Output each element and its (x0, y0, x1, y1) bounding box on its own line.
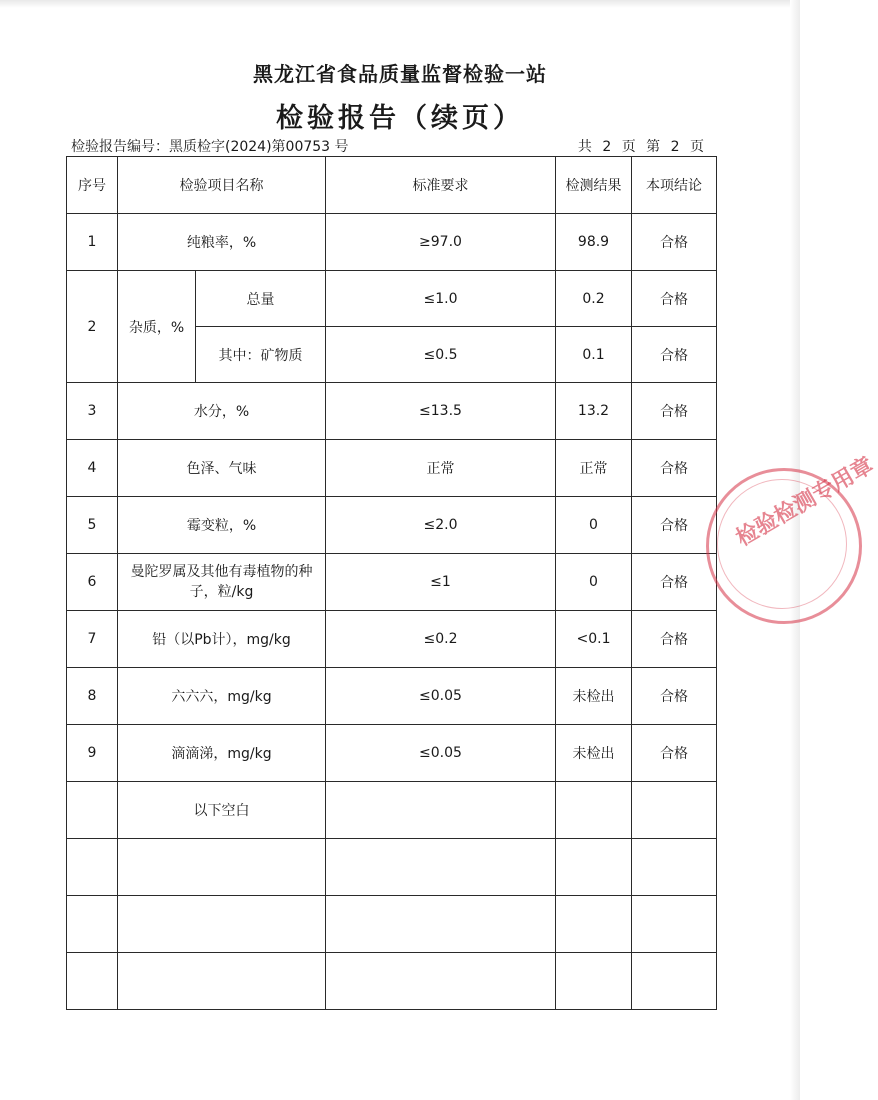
row-no: 3 (67, 383, 118, 440)
scan-edge-top (0, 0, 800, 8)
blank-cell (556, 782, 632, 839)
row-standard: ≤0.05 (326, 725, 556, 782)
row-conclusion: 合格 (632, 214, 717, 271)
organization-title: 黑龙江省食品质量监督检验一站 (253, 62, 547, 86)
scan-edge-right (790, 0, 800, 1100)
row-result: 98.9 (556, 214, 632, 271)
row-no: 5 (67, 497, 118, 554)
blank-note: 以下空白 (118, 782, 326, 839)
row-standard: ≤0.2 (326, 611, 556, 668)
row-no: 1 (67, 214, 118, 271)
table-header-row (67, 157, 717, 214)
table-row-empty (67, 896, 717, 953)
row-subitem: 其中：矿物质 (196, 327, 326, 383)
table-row (67, 668, 717, 725)
page-info: 共 2 页 第 2 页 (577, 139, 704, 155)
row-item: 滴滴涕，mg/kg (118, 725, 326, 782)
blank-cell (67, 896, 118, 953)
row-conclusion: 合格 (632, 383, 717, 440)
blank-cell (67, 953, 118, 1010)
row-conclusion: 合格 (632, 668, 717, 725)
row-standard: ≤1.0 (326, 271, 556, 327)
row-conclusion: 合格 (632, 497, 717, 554)
report-number: 检验报告编号：黑质检字(2024)第00753 号 (71, 139, 349, 155)
blank-cell (632, 896, 717, 953)
row-item: 杂质，% (118, 271, 196, 383)
blank-cell (632, 782, 717, 839)
row-subitem: 总量 (196, 271, 326, 327)
table-row-empty (67, 953, 717, 1010)
row-result: 0.1 (556, 327, 632, 383)
table-row (67, 725, 717, 782)
table-row-empty (67, 839, 717, 896)
blank-cell (118, 839, 326, 896)
row-standard: ≤13.5 (326, 383, 556, 440)
blank-cell (556, 953, 632, 1010)
col-header-no: 序号 (67, 157, 118, 214)
row-item: 铅（以Pb计），mg/kg (118, 611, 326, 668)
seal-text: 检验检测专用章 (732, 452, 878, 552)
blank-cell (632, 953, 717, 1010)
row-result: 0 (556, 554, 632, 611)
official-seal (706, 452, 878, 624)
table-row (67, 497, 717, 554)
row-no: 9 (67, 725, 118, 782)
row-conclusion: 合格 (632, 611, 717, 668)
row-standard: ≤2.0 (326, 497, 556, 554)
row-result: 0 (556, 497, 632, 554)
table-row (67, 554, 717, 611)
blank-cell (556, 839, 632, 896)
col-header-item: 检验项目名称 (118, 157, 326, 214)
table-row (67, 271, 717, 327)
blank-cell (67, 839, 118, 896)
row-conclusion: 合格 (632, 725, 717, 782)
blank-cell (67, 782, 118, 839)
blank-cell (326, 782, 556, 839)
row-item: 曼陀罗属及其他有毒植物的种子，粒/kg (118, 554, 326, 611)
row-no: 8 (67, 668, 118, 725)
row-conclusion: 合格 (632, 327, 717, 383)
col-header-result: 检测结果 (556, 157, 632, 214)
row-item: 色泽、气味 (118, 440, 326, 497)
seal-inner-ring (717, 479, 847, 609)
row-no: 2 (67, 271, 118, 383)
table-row (67, 440, 717, 497)
row-result: 0.2 (556, 271, 632, 327)
inspection-table (66, 156, 717, 1010)
blank-cell (118, 896, 326, 953)
blank-cell (326, 839, 556, 896)
blank-cell (632, 839, 717, 896)
row-result: <0.1 (556, 611, 632, 668)
blank-cell (118, 953, 326, 1010)
row-result: 正常 (556, 440, 632, 497)
row-standard: ≤0.05 (326, 668, 556, 725)
col-header-standard: 标准要求 (326, 157, 556, 214)
blank-cell (326, 953, 556, 1010)
row-item: 六六六，mg/kg (118, 668, 326, 725)
table-row-blank-note (67, 782, 717, 839)
row-no: 6 (67, 554, 118, 611)
row-result: 未检出 (556, 725, 632, 782)
row-conclusion: 合格 (632, 271, 717, 327)
row-item: 水分，% (118, 383, 326, 440)
table-row (67, 214, 717, 271)
row-standard: 正常 (326, 440, 556, 497)
row-standard: ≤0.5 (326, 327, 556, 383)
row-result: 13.2 (556, 383, 632, 440)
row-item: 纯粮率，% (118, 214, 326, 271)
row-standard: ≥97.0 (326, 214, 556, 271)
blank-cell (556, 896, 632, 953)
table-row (67, 611, 717, 668)
row-standard: ≤1 (326, 554, 556, 611)
row-conclusion: 合格 (632, 554, 717, 611)
row-item: 霉变粒，% (118, 497, 326, 554)
report-title: 检验报告（续页） (276, 103, 524, 134)
blank-cell (326, 896, 556, 953)
table-row (67, 383, 717, 440)
row-no: 4 (67, 440, 118, 497)
row-no: 7 (67, 611, 118, 668)
row-result: 未检出 (556, 668, 632, 725)
col-header-conclusion: 本项结论 (632, 157, 717, 214)
row-conclusion: 合格 (632, 440, 717, 497)
